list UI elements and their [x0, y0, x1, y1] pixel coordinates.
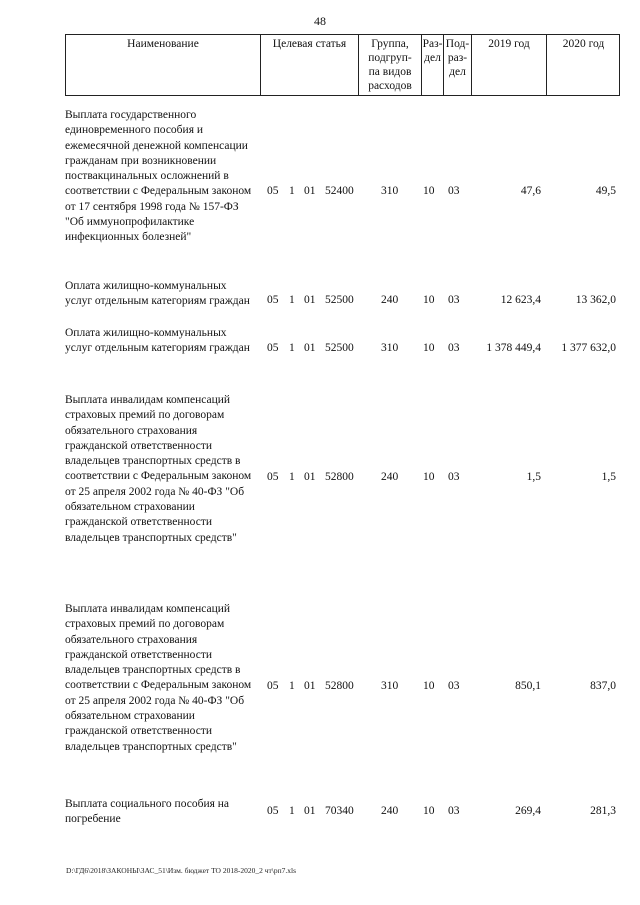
- value-2019: 1,5: [526, 471, 541, 483]
- header-group-line: Группа,: [371, 38, 409, 50]
- article-code-4: 52500: [325, 342, 354, 354]
- row-name: Выплата социального пособия на погребение: [65, 798, 230, 826]
- group-code: 240: [381, 805, 399, 817]
- table-row: [65, 326, 620, 374]
- article-code-2: 1: [289, 342, 295, 354]
- value-2019: 850,1: [515, 680, 541, 692]
- table-row: [65, 602, 620, 782]
- row-name: Оплата жилищно-коммунальных услуг отдельным категориям граждан: [65, 327, 250, 355]
- header-subsection-line: раз-: [447, 52, 468, 64]
- table-row: [65, 279, 620, 327]
- header-subsection: [443, 35, 471, 95]
- header-target-article: Целевая статья: [260, 35, 358, 95]
- section-code: 10: [423, 680, 435, 692]
- article-code-2: 1: [289, 294, 295, 306]
- section-code: 10: [423, 342, 435, 354]
- row-name: Выплата государственного единовременного пособия и ежемесячной денежной компенсации гражданам при возникновении поствакцинальных осложнений в соответствии с Федеральным законом от 17 сентября 1998 года № 157-ФЗ "Об иммунопрофилактике инфекционных болезней": [65, 109, 252, 244]
- article-code-4: 52500: [325, 294, 354, 306]
- row-name: Оплата жилищно-коммунальных услуг отдельным категориям граждан: [65, 280, 250, 308]
- article-code-1: 05: [267, 471, 279, 483]
- article-code-1: 05: [267, 185, 279, 197]
- article-code-4: 52800: [325, 471, 354, 483]
- section-code: 10: [423, 294, 435, 306]
- header-subsection-line: дел: [449, 66, 466, 78]
- header-group-line: подгруп-: [368, 52, 412, 64]
- value-2019: 47,6: [520, 185, 541, 197]
- table-header: [65, 34, 620, 96]
- value-2019: 1 378 449,4: [486, 342, 541, 354]
- header-subsection-line: Под-: [445, 38, 470, 50]
- section-code: 10: [423, 185, 435, 197]
- file-path-footer: D:\ГД6\2018\ЗАКОНЫ\ЗАС_51\Изм. бюджет ТО 2018-2020_2 чт\рп7.xls: [66, 866, 296, 875]
- group-code: 240: [381, 294, 399, 306]
- article-code-4: 52800: [325, 680, 354, 692]
- value-2019: 269,4: [515, 805, 541, 817]
- article-code-3: 01: [304, 805, 316, 817]
- group-code: 310: [381, 342, 399, 354]
- value-2020: 281,3: [590, 805, 616, 817]
- article-code-2: 1: [289, 805, 295, 817]
- group-code: 240: [381, 471, 399, 483]
- article-code-2: 1: [289, 680, 295, 692]
- table-row: [65, 108, 620, 273]
- header-year-2020: 2020 год: [546, 35, 620, 95]
- subsection-code: 03: [448, 471, 460, 483]
- value-2020: 1,5: [601, 471, 616, 483]
- row-name: Выплата инвалидам компенсаций страховых премий по договорам обязательного страхования гражданской ответственности владельцев транспортных средств в соответствии с Федеральным законом от 25 апреля 2002 года № 40-ФЗ "Об обязательном страховании гражданской ответственности владельцев транспортных средств": [65, 603, 252, 753]
- article-code-4: 70340: [325, 805, 354, 817]
- header-group-line: расходов: [368, 80, 412, 92]
- subsection-code: 03: [448, 185, 460, 197]
- header-year-2019: 2019 год: [471, 35, 546, 95]
- article-code-2: 1: [289, 471, 295, 483]
- header-group: [358, 35, 421, 95]
- header-section: [421, 35, 443, 95]
- value-2020: 1 377 632,0: [561, 342, 616, 354]
- subsection-code: 03: [448, 680, 460, 692]
- group-code: 310: [381, 185, 399, 197]
- table-row: [65, 393, 620, 573]
- value-2020: 837,0: [590, 680, 616, 692]
- section-code: 10: [423, 471, 435, 483]
- header-section-line: Раз-: [422, 38, 443, 50]
- subsection-code: 03: [448, 342, 460, 354]
- article-code-3: 01: [304, 294, 316, 306]
- group-code: 310: [381, 680, 399, 692]
- header-section-line: дел: [424, 52, 441, 64]
- article-code-1: 05: [267, 342, 279, 354]
- article-code-3: 01: [304, 471, 316, 483]
- header-group-line: па видов: [368, 66, 412, 78]
- section-code: 10: [423, 805, 435, 817]
- article-code-2: 1: [289, 185, 295, 197]
- article-code-1: 05: [267, 680, 279, 692]
- row-name: Выплата инвалидам компенсаций страховых премий по договорам обязательного страхования гражданской ответственности владельцев транспортных средств в соответствии с Федеральным законом от 25 апреля 2002 года № 40-ФЗ "Об обязательном страховании гражданской ответственности владельцев транспортных средств": [65, 394, 252, 544]
- page-number: 48: [314, 14, 326, 28]
- table-row: [65, 797, 620, 833]
- article-code-4: 52400: [325, 185, 354, 197]
- article-code-3: 01: [304, 680, 316, 692]
- article-code-3: 01: [304, 185, 316, 197]
- header-name: Наименование: [127, 38, 199, 50]
- subsection-code: 03: [448, 294, 460, 306]
- article-code-3: 01: [304, 342, 316, 354]
- article-code-1: 05: [267, 294, 279, 306]
- subsection-code: 03: [448, 805, 460, 817]
- value-2020: 13 362,0: [575, 294, 616, 306]
- article-code-1: 05: [267, 805, 279, 817]
- value-2019: 12 623,4: [500, 294, 541, 306]
- value-2020: 49,5: [595, 185, 616, 197]
